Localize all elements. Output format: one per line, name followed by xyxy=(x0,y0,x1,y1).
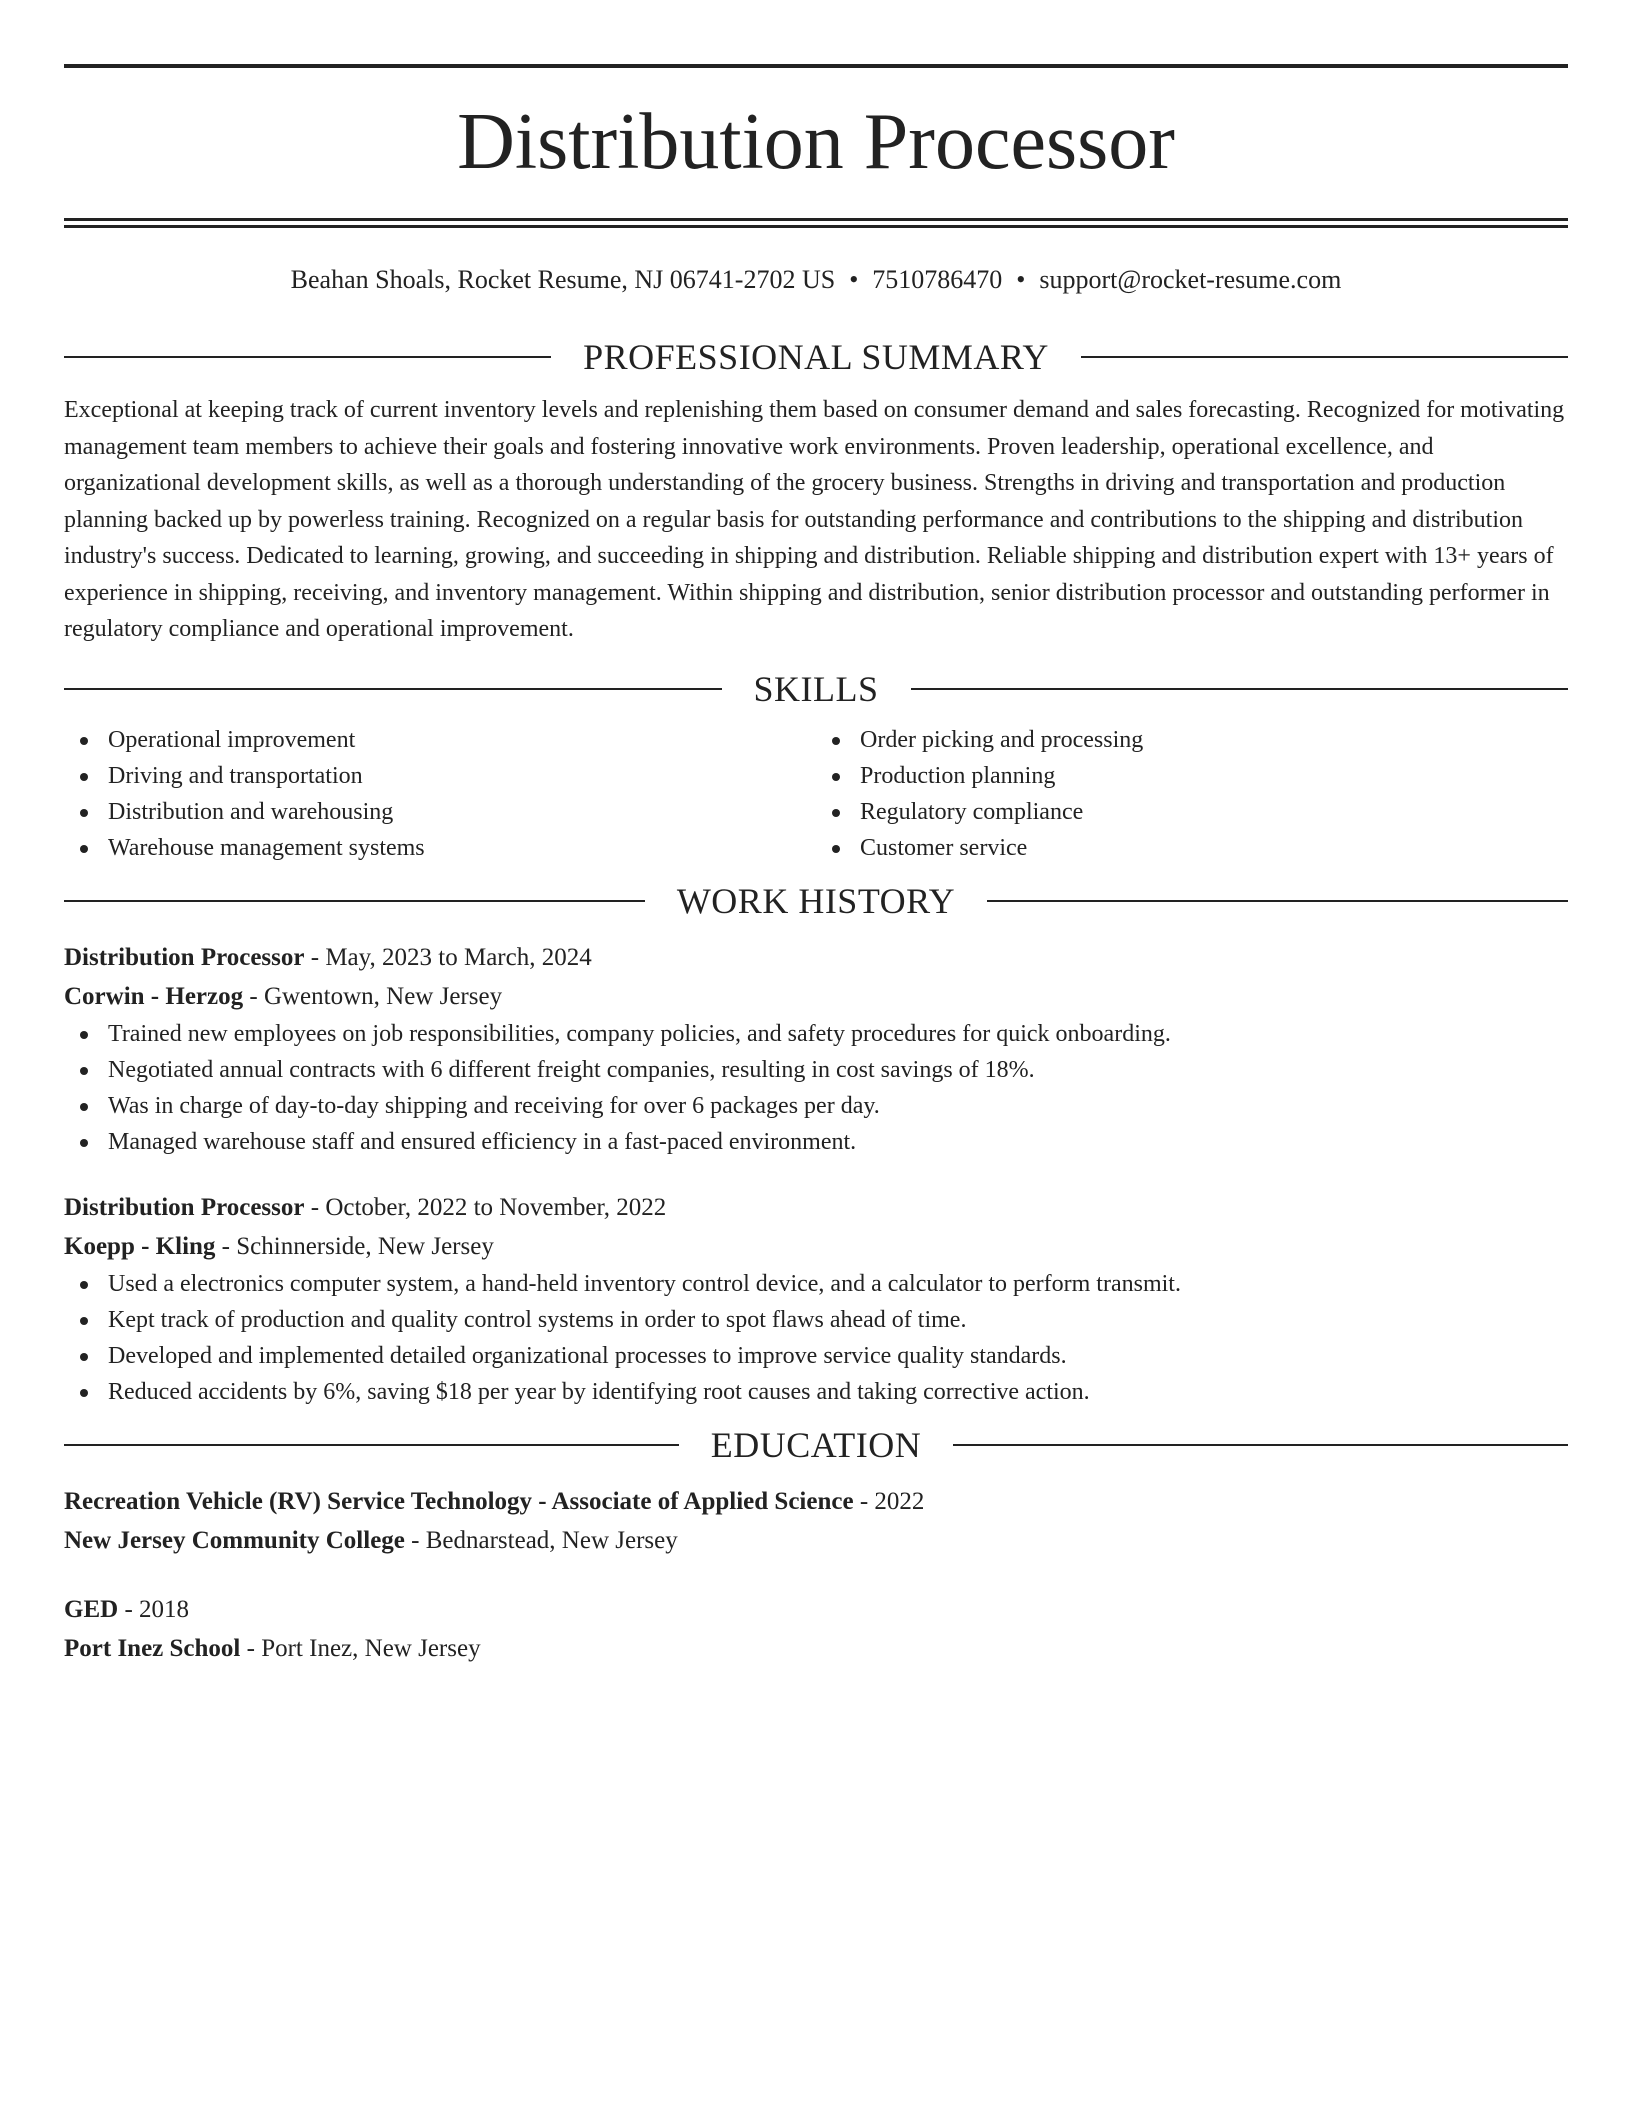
bullet-icon xyxy=(832,809,840,817)
section-rule xyxy=(987,900,1568,902)
skill-item: Operational improvement xyxy=(108,722,816,758)
skill-item: Distribution and warehousing xyxy=(108,794,816,830)
contact-phone: 7510786470 xyxy=(872,265,1003,294)
section-rule xyxy=(64,356,551,358)
skill-item: Regulatory compliance xyxy=(860,794,1568,830)
education-location: - Port Inez, New Jersey xyxy=(240,1634,481,1662)
bullet-icon xyxy=(80,845,88,853)
double-rule xyxy=(64,218,1568,228)
bullet-icon xyxy=(80,1031,88,1039)
job-title-line xyxy=(64,938,1568,977)
skill-item: Production planning xyxy=(860,758,1568,794)
education-school-line xyxy=(64,1521,1568,1560)
job-title: Distribution Processor xyxy=(64,1193,305,1221)
job-bullets xyxy=(64,1016,1568,1160)
contact-address: Beahan Shoals, Rocket Resume, NJ 06741-2702 US xyxy=(290,265,836,294)
bullet-icon xyxy=(832,845,840,853)
job-bullet: Used a electronics computer system, a hand-held inventory control device, and a calculator to perform transmit. xyxy=(108,1266,1568,1302)
section-header-education xyxy=(64,1422,1568,1468)
job-company: Corwin - Herzog xyxy=(64,982,244,1010)
education-school: New Jersey Community College xyxy=(64,1526,405,1554)
section-rule xyxy=(64,1444,679,1446)
education-degree-line xyxy=(64,1590,1568,1629)
skills-column-left xyxy=(64,722,816,866)
bullet-icon xyxy=(80,1389,88,1397)
education-year: - 2022 xyxy=(853,1487,925,1515)
section-rule xyxy=(1081,356,1568,358)
job-entry xyxy=(64,938,1568,1160)
bullet-icon xyxy=(80,1281,88,1289)
job-entry xyxy=(64,1188,1568,1410)
section-title-education: EDUCATION xyxy=(710,1424,922,1465)
skills-list xyxy=(64,722,1568,866)
job-company: Koepp - Kling xyxy=(64,1232,216,1260)
job-bullet: Kept track of production and quality control systems in order to spot flaws ahead of time. xyxy=(108,1302,1568,1338)
job-bullet: Negotiated annual contracts with 6 different freight companies, resulting in cost savings of 18%. xyxy=(108,1052,1568,1088)
education-school: Port Inez School xyxy=(64,1634,241,1662)
contact-separator: • xyxy=(1016,265,1026,294)
job-location: - Gwentown, New Jersey xyxy=(243,982,503,1010)
section-rule xyxy=(953,1444,1568,1446)
contact-email: support@rocket-resume.com xyxy=(1039,265,1342,294)
education-entry xyxy=(64,1482,1568,1560)
job-bullet: Managed warehouse staff and ensured efficiency in a fast-paced environment. xyxy=(108,1124,1568,1160)
job-bullet: Developed and implemented detailed organizational processes to improve service quality standards. xyxy=(108,1338,1568,1374)
bullet-icon xyxy=(832,773,840,781)
section-title-work: WORK HISTORY xyxy=(676,880,956,921)
section-rule xyxy=(64,900,645,902)
contact-line xyxy=(64,264,1568,296)
contact-separator: • xyxy=(849,265,859,294)
bullet-icon xyxy=(80,1353,88,1361)
skills-column-right xyxy=(816,722,1568,866)
job-title-line xyxy=(64,1188,1568,1227)
resume-page xyxy=(64,64,1568,1668)
job-bullet: Was in charge of day-to-day shipping and receiving for over 6 packages per day. xyxy=(108,1088,1568,1124)
skill-item: Order picking and processing xyxy=(860,722,1568,758)
education-degree-line xyxy=(64,1482,1568,1521)
education-location: - Bednarstead, New Jersey xyxy=(404,1526,678,1554)
education-entry xyxy=(64,1590,1568,1668)
job-location: - Schinnerside, New Jersey xyxy=(215,1232,494,1260)
job-company-line xyxy=(64,977,1568,1016)
section-header-skills xyxy=(64,666,1568,712)
bullet-icon xyxy=(80,1139,88,1147)
job-company-line xyxy=(64,1227,1568,1266)
top-rule xyxy=(64,64,1568,68)
skill-item: Driving and transportation xyxy=(108,758,816,794)
job-dates: - October, 2022 to November, 2022 xyxy=(304,1193,667,1221)
job-dates: - May, 2023 to March, 2024 xyxy=(304,943,592,971)
bullet-icon xyxy=(80,737,88,745)
skill-item: Warehouse management systems xyxy=(108,830,816,866)
bullet-icon xyxy=(80,809,88,817)
summary-text: Exceptional at keeping track of current inventory levels and replenishing them based on consumer demand and sales forecasting. Recognized for motivating management team members to achieve their goals and fostering innovative work environments. Proven leadership, operational excellence, and organizational development skills, as well as a thorough understanding of the grocery business. Strengths in driving and transportation and production planning backed up by powerless training. Recognized on a regular basis for outstanding performance and contributions to the shipping and distribution industry's success. Dedicated to learning, growing, and succeeding in shipping and distribution. Reliable shipping and distribution expert with 13+ years of experience in shipping, receiving, and inventory management. Within shipping and distribution, senior distribution processor and outstanding performer in regulatory compliance and operational improvement. xyxy=(64,397,1565,642)
education-year: - 2018 xyxy=(118,1595,190,1623)
bullet-icon xyxy=(80,1103,88,1111)
bullet-icon xyxy=(80,1067,88,1075)
job-bullet: Reduced accidents by 6%, saving $18 per year by identifying root causes and taking corrective action. xyxy=(108,1374,1568,1410)
bullet-icon xyxy=(80,1317,88,1325)
job-title: Distribution Processor xyxy=(64,943,305,971)
section-header-work xyxy=(64,878,1568,924)
section-rule xyxy=(911,688,1569,690)
section-title-skills: SKILLS xyxy=(753,668,879,709)
education-degree: GED xyxy=(64,1595,119,1623)
candidate-name: Distribution Processor xyxy=(457,98,1175,186)
bullet-icon xyxy=(80,773,88,781)
education-degree: Recreation Vehicle (RV) Service Technology - Associate of Applied Science xyxy=(64,1487,854,1515)
section-title-summary: PROFESSIONAL SUMMARY xyxy=(583,337,1049,377)
education-school-line xyxy=(64,1629,1568,1668)
job-bullet: Trained new employees on job responsibilities, company policies, and safety procedures for quick onboarding. xyxy=(108,1016,1568,1052)
job-bullets xyxy=(64,1266,1568,1410)
skill-item: Customer service xyxy=(860,830,1568,866)
bullet-icon xyxy=(832,737,840,745)
section-rule xyxy=(64,688,722,690)
section-header-summary xyxy=(64,334,1568,380)
